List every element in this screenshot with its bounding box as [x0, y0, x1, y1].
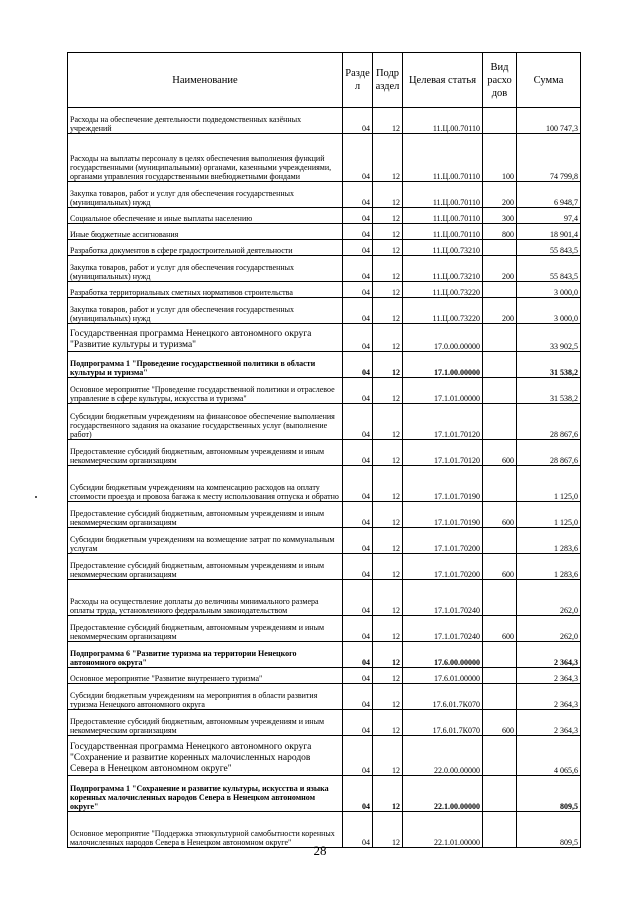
- header-podrazdel: Подр аздел: [373, 53, 403, 108]
- cell-sum: 262,0: [517, 580, 581, 616]
- cell-razdel: 04: [343, 616, 373, 642]
- cell-podrazdel: 12: [373, 528, 403, 554]
- cell-vid: [483, 668, 517, 684]
- cell-razdel: 04: [343, 642, 373, 668]
- cell-sum: 28 867,6: [517, 440, 581, 466]
- cell-sum: 6 948,7: [517, 182, 581, 208]
- cell-sum: 809,5: [517, 776, 581, 812]
- cell-target: 11.Ц.00.73210: [403, 256, 483, 282]
- table-row: [68, 466, 581, 502]
- cell-razdel: 04: [343, 208, 373, 224]
- cell-target: 17.1.01.70200: [403, 554, 483, 580]
- cell-target: 17.0.00.00000: [403, 324, 483, 352]
- table-row: [68, 298, 581, 324]
- cell-target: 11.Ц.00.73210: [403, 240, 483, 256]
- cell-podrazdel: 12: [373, 440, 403, 466]
- cell-razdel: 04: [343, 812, 373, 848]
- cell-podrazdel: 12: [373, 616, 403, 642]
- cell-podrazdel: 12: [373, 684, 403, 710]
- table-row: [68, 776, 581, 812]
- cell-sum: 2 364,3: [517, 684, 581, 710]
- cell-name: Иные бюджетные ассигнования: [68, 224, 343, 240]
- cell-target: 22.0.00.00000: [403, 736, 483, 776]
- cell-vid: [483, 352, 517, 378]
- cell-name: Субсидии бюджетным учреждениям на компенсацию расходов на оплату стоимости проезда и провоза багажа к месту использования отпуска и обратно: [68, 466, 343, 502]
- cell-razdel: 04: [343, 404, 373, 440]
- cell-podrazdel: 12: [373, 134, 403, 182]
- cell-sum: 262,0: [517, 616, 581, 642]
- table-header-row: [68, 53, 581, 108]
- cell-sum: 4 065,6: [517, 736, 581, 776]
- cell-name: Субсидии бюджетным учреждениям на мероприятия в области развития туризма Ненецкого автономного округа: [68, 684, 343, 710]
- cell-razdel: 04: [343, 134, 373, 182]
- cell-podrazdel: 12: [373, 108, 403, 134]
- table-row: [68, 502, 581, 528]
- cell-sum: 33 902,5: [517, 324, 581, 352]
- cell-razdel: 04: [343, 440, 373, 466]
- header-vid: Вид расхо дов: [483, 53, 517, 108]
- cell-vid: [483, 528, 517, 554]
- cell-vid: 300: [483, 208, 517, 224]
- table-row: [68, 182, 581, 208]
- cell-sum: 3 000,0: [517, 298, 581, 324]
- cell-vid: [483, 580, 517, 616]
- cell-vid: 600: [483, 616, 517, 642]
- cell-target: 11.Ц.00.70110: [403, 134, 483, 182]
- table-body: [68, 108, 581, 848]
- table-row: [68, 642, 581, 668]
- cell-target: 17.1.01.70120: [403, 404, 483, 440]
- cell-name: Расходы на осуществление доплаты до величины минимального размера оплаты труда, установленного федеральным законодательством: [68, 580, 343, 616]
- table-row: [68, 256, 581, 282]
- cell-vid: [483, 776, 517, 812]
- cell-podrazdel: 12: [373, 378, 403, 404]
- cell-name: Предоставление субсидий бюджетным, автономным учреждениям и иным некоммерческим организациям: [68, 440, 343, 466]
- cell-name: Предоставление субсидий бюджетным, автономным учреждениям и иным некоммерческим организациям: [68, 616, 343, 642]
- cell-sum: 1 125,0: [517, 466, 581, 502]
- cell-target: 17.6.01.00000: [403, 668, 483, 684]
- cell-target: 17.6.00.00000: [403, 642, 483, 668]
- cell-sum: 100 747,3: [517, 108, 581, 134]
- cell-razdel: 04: [343, 668, 373, 684]
- cell-vid: [483, 324, 517, 352]
- cell-name: Разработка документов в сфере градостроительной деятельности: [68, 240, 343, 256]
- table-row: [68, 134, 581, 182]
- cell-razdel: 04: [343, 580, 373, 616]
- cell-name: Государственная программа Ненецкого автономного округа "Сохранение и развитие коренных малочисленных народов Севера в Ненецком автономном округе": [68, 736, 343, 776]
- cell-sum: 2 364,3: [517, 668, 581, 684]
- cell-podrazdel: 12: [373, 298, 403, 324]
- cell-sum: 2 364,3: [517, 710, 581, 736]
- table-row: [68, 440, 581, 466]
- cell-razdel: 04: [343, 256, 373, 282]
- table-row: [68, 616, 581, 642]
- cell-name: Основное мероприятие "Поддержка этнокультурной самобытности коренных малочисленных народов Севера в Ненецком автономном округе": [68, 812, 343, 848]
- cell-podrazdel: 12: [373, 240, 403, 256]
- cell-podrazdel: 12: [373, 668, 403, 684]
- cell-target: 11.Ц.00.70110: [403, 224, 483, 240]
- scan-dot: [35, 496, 37, 498]
- cell-razdel: 04: [343, 108, 373, 134]
- cell-podrazdel: 12: [373, 736, 403, 776]
- cell-razdel: 04: [343, 710, 373, 736]
- cell-target: 11.Ц.00.70110: [403, 208, 483, 224]
- table-row: [68, 580, 581, 616]
- cell-podrazdel: 12: [373, 502, 403, 528]
- cell-name: Закупка товаров, работ и услуг для обеспечения государственных (муниципальных) нужд: [68, 256, 343, 282]
- cell-name: Подпрограмма 1 "Сохранение и развитие культуры, искусства и языка коренных малочисленных народов Севера в Ненецком автономном округе": [68, 776, 343, 812]
- cell-podrazdel: 12: [373, 580, 403, 616]
- table-row: [68, 736, 581, 776]
- cell-sum: 55 843,5: [517, 240, 581, 256]
- cell-sum: 28 867,6: [517, 404, 581, 440]
- cell-target: 17.6.01.7К070: [403, 684, 483, 710]
- cell-razdel: 04: [343, 282, 373, 298]
- cell-sum: 31 538,2: [517, 378, 581, 404]
- cell-razdel: 04: [343, 502, 373, 528]
- table-row: [68, 528, 581, 554]
- table-row: [68, 684, 581, 710]
- cell-sum: 2 364,3: [517, 642, 581, 668]
- cell-name: Государственная программа Ненецкого автономного округа "Развитие культуры и туризма": [68, 324, 343, 352]
- cell-vid: 100: [483, 134, 517, 182]
- cell-name: Основное мероприятие "Развитие внутреннего туризма": [68, 668, 343, 684]
- cell-vid: 600: [483, 710, 517, 736]
- cell-name: Расходы на обеспечение деятельности подведомственных казённых учреждений: [68, 108, 343, 134]
- cell-sum: 3 000,0: [517, 282, 581, 298]
- cell-vid: 600: [483, 440, 517, 466]
- cell-vid: 200: [483, 182, 517, 208]
- cell-razdel: 04: [343, 528, 373, 554]
- cell-podrazdel: 12: [373, 224, 403, 240]
- cell-sum: 97,4: [517, 208, 581, 224]
- cell-target: 11.Ц.00.70110: [403, 182, 483, 208]
- cell-target: 17.1.01.70200: [403, 528, 483, 554]
- cell-name: Предоставление субсидий бюджетным, автономным учреждениям и иным некоммерческим организациям: [68, 710, 343, 736]
- table-row: [68, 378, 581, 404]
- table-row: [68, 108, 581, 134]
- cell-target: 17.1.01.70240: [403, 616, 483, 642]
- cell-razdel: 04: [343, 324, 373, 352]
- cell-sum: 1 283,6: [517, 528, 581, 554]
- cell-sum: 18 901,4: [517, 224, 581, 240]
- cell-vid: 200: [483, 256, 517, 282]
- cell-razdel: 04: [343, 352, 373, 378]
- cell-sum: 55 843,5: [517, 256, 581, 282]
- table-row: [68, 710, 581, 736]
- cell-target: 22.1.00.00000: [403, 776, 483, 812]
- cell-vid: [483, 404, 517, 440]
- table-row: [68, 404, 581, 440]
- cell-target: 11.Ц.00.70110: [403, 108, 483, 134]
- cell-podrazdel: 12: [373, 282, 403, 298]
- cell-name: Расходы на выплаты персоналу в целях обеспечения выполнения функций государственными (муниципальными) органами, казенными учреждениями, органами управления государственными внебюджетными фондами: [68, 134, 343, 182]
- cell-sum: 31 538,2: [517, 352, 581, 378]
- cell-razdel: 04: [343, 776, 373, 812]
- cell-vid: 600: [483, 502, 517, 528]
- table-row: [68, 224, 581, 240]
- table-row: [68, 282, 581, 298]
- cell-razdel: 04: [343, 240, 373, 256]
- cell-name: Закупка товаров, работ и услуг для обеспечения государственных (муниципальных) нужд: [68, 298, 343, 324]
- cell-podrazdel: 12: [373, 776, 403, 812]
- cell-podrazdel: 12: [373, 256, 403, 282]
- cell-sum: 1 125,0: [517, 502, 581, 528]
- page-number: 28: [313, 843, 327, 858]
- cell-podrazdel: 12: [373, 352, 403, 378]
- header-sum: Сумма: [517, 53, 581, 108]
- table-row: [68, 324, 581, 352]
- header-target: Целевая статья: [403, 53, 483, 108]
- table-row: [68, 240, 581, 256]
- cell-vid: [483, 282, 517, 298]
- cell-vid: [483, 108, 517, 134]
- cell-vid: [483, 378, 517, 404]
- cell-razdel: 04: [343, 378, 373, 404]
- table-row: [68, 554, 581, 580]
- cell-razdel: 04: [343, 182, 373, 208]
- cell-podrazdel: 12: [373, 710, 403, 736]
- header-name: Наименование: [68, 53, 343, 108]
- cell-podrazdel: 12: [373, 404, 403, 440]
- cell-razdel: 04: [343, 466, 373, 502]
- budget-table: [67, 52, 581, 848]
- cell-target: 17.1.01.00000: [403, 378, 483, 404]
- cell-name: Предоставление субсидий бюджетным, автономным учреждениям и иным некоммерческим организациям: [68, 502, 343, 528]
- cell-name: Субсидии бюджетным учреждениям на финансовое обеспечение выполнения государственного задания на оказание государственных услуг (выполнение работ): [68, 404, 343, 440]
- cell-podrazdel: 12: [373, 812, 403, 848]
- cell-target: 22.1.01.00000: [403, 812, 483, 848]
- cell-podrazdel: 12: [373, 642, 403, 668]
- cell-target: 17.6.01.7К070: [403, 710, 483, 736]
- cell-podrazdel: 12: [373, 324, 403, 352]
- cell-name: Предоставление субсидий бюджетным, автономным учреждениям и иным некоммерческим организациям: [68, 554, 343, 580]
- cell-name: Подпрограмма 6 "Развитие туризма на территории Ненецкого автономного округа": [68, 642, 343, 668]
- cell-vid: [483, 466, 517, 502]
- cell-name: Подпрограмма 1 "Проведение государственной политики в области культуры и туризма": [68, 352, 343, 378]
- cell-razdel: 04: [343, 736, 373, 776]
- table-row: [68, 352, 581, 378]
- cell-name: Субсидии бюджетным учреждениям на возмещение затрат по коммунальным услугам: [68, 528, 343, 554]
- cell-vid: [483, 240, 517, 256]
- cell-name: Социальное обеспечение и иные выплаты населению: [68, 208, 343, 224]
- cell-vid: [483, 736, 517, 776]
- cell-razdel: 04: [343, 224, 373, 240]
- cell-name: Разработка территориальных сметных нормативов строительства: [68, 282, 343, 298]
- cell-podrazdel: 12: [373, 466, 403, 502]
- cell-target: 11.Ц.00.73220: [403, 282, 483, 298]
- cell-target: 17.1.01.70120: [403, 440, 483, 466]
- header-razdel: Разде л: [343, 53, 373, 108]
- cell-name: Закупка товаров, работ и услуг для обеспечения государственных (муниципальных) нужд: [68, 182, 343, 208]
- cell-podrazdel: 12: [373, 554, 403, 580]
- cell-vid: [483, 642, 517, 668]
- cell-sum: 1 283,6: [517, 554, 581, 580]
- cell-target: 17.1.00.00000: [403, 352, 483, 378]
- cell-razdel: 04: [343, 684, 373, 710]
- cell-target: 17.1.01.70240: [403, 580, 483, 616]
- cell-target: 17.1.01.70190: [403, 502, 483, 528]
- cell-vid: 200: [483, 298, 517, 324]
- cell-vid: [483, 684, 517, 710]
- cell-name: Основное мероприятие "Проведение государственной политики и отраслевое управление в сфере культуры, искусства и туризма": [68, 378, 343, 404]
- cell-razdel: 04: [343, 298, 373, 324]
- cell-vid: 600: [483, 554, 517, 580]
- cell-razdel: 04: [343, 554, 373, 580]
- cell-sum: 809,5: [517, 812, 581, 848]
- table-row: [68, 208, 581, 224]
- cell-target: 17.1.01.70190: [403, 466, 483, 502]
- cell-vid: 800: [483, 224, 517, 240]
- table-row: [68, 668, 581, 684]
- cell-podrazdel: 12: [373, 208, 403, 224]
- cell-sum: 74 799,8: [517, 134, 581, 182]
- cell-podrazdel: 12: [373, 182, 403, 208]
- cell-target: 11.Ц.00.73220: [403, 298, 483, 324]
